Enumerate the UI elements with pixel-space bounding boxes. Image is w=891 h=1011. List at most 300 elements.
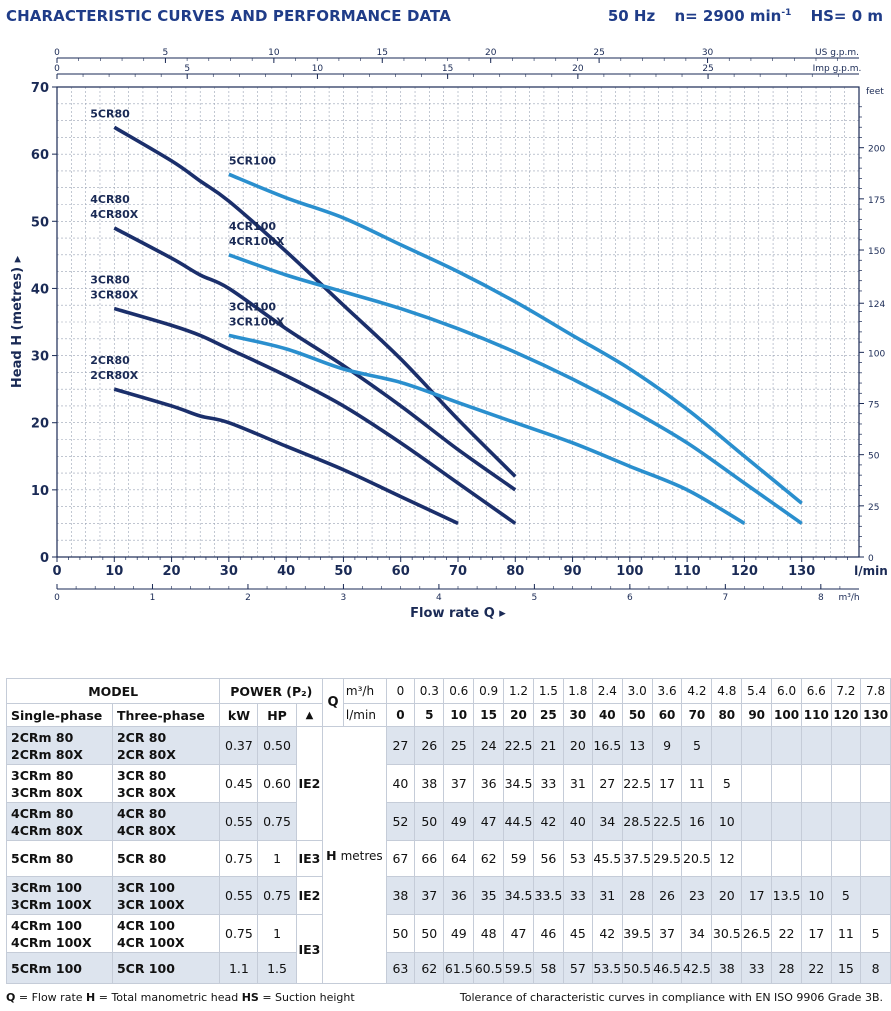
us-gpm-unit: US g.p.m. <box>815 48 859 58</box>
x-tick-label: 70 <box>448 564 468 579</box>
head-value: 23 <box>682 877 712 915</box>
q-lmin-value: 30 <box>563 704 592 727</box>
head-value: 53 <box>563 841 592 877</box>
head-value: 50 <box>415 803 444 841</box>
head-value: 22 <box>801 953 831 984</box>
q-m3h-value: 6.6 <box>801 679 831 704</box>
head-value <box>831 765 861 803</box>
q-m3h-value: 0.3 <box>415 679 444 704</box>
h-label: H <box>326 847 337 863</box>
model-name: 3CR 100 <box>116 879 175 895</box>
head-value: 26 <box>652 877 682 915</box>
footer-hs-desc: = Suction height <box>258 991 355 1004</box>
m3h-tick-label: 0 <box>54 593 60 603</box>
q-m3h-value: 6.0 <box>772 679 802 704</box>
power-hp: 0.50 <box>258 727 296 765</box>
head-value: 40 <box>563 803 592 841</box>
head-value: 5 <box>682 727 712 765</box>
y-tick-label: 0 <box>39 551 49 566</box>
power-hp: 1 <box>258 841 296 877</box>
head-value: 49 <box>444 915 474 953</box>
head-value: 17 <box>652 765 682 803</box>
m3h-tick-label: 5 <box>531 593 538 603</box>
table-header-row <box>7 679 891 704</box>
head-value: 62 <box>474 841 504 877</box>
head-value: 25 <box>444 727 474 765</box>
head-value: 34 <box>682 915 712 953</box>
efficiency-class: IE2 <box>296 727 323 841</box>
head-value <box>742 727 772 765</box>
us-gpm-tick-label: 25 <box>593 48 605 58</box>
footer-q-desc: = Flow rate <box>15 991 87 1004</box>
head-value: 59 <box>504 841 534 877</box>
head-value <box>801 841 831 877</box>
head-value: 22.5 <box>622 765 652 803</box>
head-value <box>801 803 831 841</box>
efficiency-class: IE3 <box>296 841 323 877</box>
head-value: 34 <box>592 803 622 841</box>
head-value: 47 <box>504 915 534 953</box>
m3h-unit-header: m³/h <box>343 679 386 704</box>
curve-label: 5CR100 <box>228 154 277 168</box>
head-value: 11 <box>831 915 861 953</box>
feet-tick-label: 124 <box>868 300 886 311</box>
curve-label: 3CR80 <box>90 273 130 287</box>
y-tick-label: 50 <box>30 215 49 231</box>
head-value: 22.5 <box>652 803 682 841</box>
head-value: 56 <box>533 841 563 877</box>
single-phase-model <box>7 915 113 953</box>
head-value: 38 <box>712 953 742 984</box>
power-hp: 0.75 <box>258 803 296 841</box>
single-phase-model <box>7 765 113 803</box>
h-unit: metres <box>340 848 383 863</box>
head-value: 26 <box>415 727 444 765</box>
q-lmin-value: 110 <box>801 704 831 727</box>
single-phase-model <box>7 841 113 877</box>
single-phase-header: Single-phase <box>7 704 113 727</box>
model-name: 4CR 80X <box>116 822 176 838</box>
footer-tolerance-note: Tolerance of characteristic curves in compliance with EN ISO 9906 Grade 3B. <box>459 991 883 1004</box>
head-value <box>772 765 802 803</box>
power-hp: 1.5 <box>258 953 296 984</box>
model-name: 2CR 80 <box>116 729 167 745</box>
curve-label: 4CR100X <box>228 234 285 248</box>
page-header <box>0 0 891 34</box>
head-value: 33 <box>533 765 563 803</box>
model-name: 4CRm 80 <box>11 805 74 821</box>
q-m3h-value: 3.6 <box>652 679 682 704</box>
model-name: 3CR 80 <box>116 767 167 783</box>
efficiency-class: IE2 <box>296 877 323 915</box>
q-header <box>323 679 344 727</box>
imp-gpm-tick-label: 15 <box>441 64 454 74</box>
curve-label: 3CR100 <box>228 300 277 314</box>
us-gpm-tick-label: 10 <box>268 48 280 58</box>
curve-label: 4CR100 <box>228 219 277 233</box>
head-value: 10 <box>712 803 742 841</box>
power-header: POWER (P₂) <box>220 679 323 704</box>
model-name: 5CRm 100 <box>11 960 82 976</box>
curve-label: 4CR80 <box>90 193 130 206</box>
head-value: 38 <box>386 877 415 915</box>
head-value <box>742 803 772 841</box>
q-lmin-value: 60 <box>652 704 682 727</box>
footer-q-key: Q <box>6 991 16 1004</box>
head-value <box>801 727 831 765</box>
model-name: 4CRm 80X <box>11 822 83 838</box>
head-value: 66 <box>415 841 444 877</box>
head-value: 62 <box>415 953 444 984</box>
head-value: 10 <box>801 877 831 915</box>
head-value: 33 <box>742 953 772 984</box>
three-phase-header: Three-phase <box>112 704 219 727</box>
footer-h-key: H <box>86 991 96 1004</box>
three-phase-model <box>112 915 219 953</box>
head-value: 17 <box>742 877 772 915</box>
x-tick-label: 120 <box>730 564 758 579</box>
model-name: 5CR 80 <box>116 851 167 866</box>
model-name: 5CR 100 <box>116 960 175 976</box>
feet-tick-label: 100 <box>868 349 886 360</box>
head-value: 47 <box>474 803 504 841</box>
q-lmin-value: 15 <box>474 704 504 727</box>
head-value <box>831 727 861 765</box>
q-lmin-value: 130 <box>861 704 891 727</box>
m3h-tick-label: 7 <box>722 593 729 603</box>
head-value <box>861 877 891 915</box>
imp-gpm-tick-label: 20 <box>572 64 584 74</box>
x-tick-label: 110 <box>673 564 701 579</box>
q-lmin-value: 40 <box>592 704 622 727</box>
q-m3h-value: 5.4 <box>742 679 772 704</box>
head-value: 67 <box>386 841 415 877</box>
speed-value: n= 2900 min <box>674 7 782 25</box>
head-value <box>861 803 891 841</box>
head-value: 20.5 <box>682 841 712 877</box>
model-name: 5CRm 80 <box>11 851 74 866</box>
head-value: 38 <box>415 765 444 803</box>
curve-label: 5CR80 <box>90 107 130 121</box>
head-value: 50 <box>415 915 444 953</box>
head-value: 37 <box>652 915 682 953</box>
x-tick-label: 50 <box>334 564 353 579</box>
head-value: 42 <box>533 803 563 841</box>
three-phase-model <box>112 841 219 877</box>
head-value <box>772 841 802 877</box>
head-value: 13.5 <box>772 877 802 915</box>
head-value: 39.5 <box>622 915 652 953</box>
x-tick-label: 130 <box>788 564 816 579</box>
model-name: 4CRm 100X <box>11 934 92 950</box>
footer-legend <box>6 991 355 1004</box>
imp-gpm-unit: Imp g.p.m. <box>812 64 862 74</box>
q-label: Q <box>327 695 339 710</box>
head-value: 61.5 <box>444 953 474 984</box>
q-m3h-value: 0.6 <box>444 679 474 704</box>
q-lmin-value: 120 <box>831 704 861 727</box>
y-tick-label: 60 <box>30 148 49 164</box>
head-value: 37 <box>415 877 444 915</box>
model-name: 4CR 100 <box>116 917 175 933</box>
model-name: 3CR 100X <box>116 896 185 912</box>
lmin-unit-header: l/min <box>343 704 386 727</box>
q-m3h-value: 4.8 <box>712 679 742 704</box>
m3h-tick-label: 6 <box>626 593 633 603</box>
m3h-tick-label: 8 <box>817 593 824 603</box>
head-value: 31 <box>592 877 622 915</box>
head-value: 34.5 <box>504 765 534 803</box>
curve-label: 4CR80X <box>90 208 139 221</box>
power-kw: 0.75 <box>220 915 258 953</box>
head-value: 63 <box>386 953 415 984</box>
hp-header: HP <box>258 704 296 727</box>
feet-axis-title: feet <box>866 87 884 97</box>
q-m3h-value: 4.2 <box>682 679 712 704</box>
x-tick-label: 60 <box>391 564 410 579</box>
table-row <box>7 803 891 841</box>
head-value <box>712 727 742 765</box>
page-title: CHARACTERISTIC CURVES AND PERFORMANCE DATA <box>6 7 451 25</box>
head-value: 48 <box>474 915 504 953</box>
head-value: 49 <box>444 803 474 841</box>
head-value: 35 <box>474 877 504 915</box>
imp-gpm-tick-label: 5 <box>184 64 191 74</box>
imp-gpm-tick-label: 25 <box>702 64 714 74</box>
power-hp: 1 <box>258 915 296 953</box>
power-kw: 0.55 <box>220 877 258 915</box>
x-tick-label: 30 <box>219 564 238 579</box>
head-value: 37.5 <box>622 841 652 877</box>
head-value: 46.5 <box>652 953 682 984</box>
m3h-tick-label: 3 <box>340 593 347 603</box>
head-value: 34.5 <box>504 877 534 915</box>
head-value: 60.5 <box>474 953 504 984</box>
y-tick-label: 40 <box>30 282 49 298</box>
head-value: 42 <box>592 915 622 953</box>
us-gpm-tick-label: 30 <box>701 48 714 58</box>
head-label-cell <box>323 727 386 984</box>
m3h-tick-label: 4 <box>436 593 442 603</box>
table-row <box>7 915 891 953</box>
head-value <box>772 727 802 765</box>
head-value: 59.5 <box>504 953 534 984</box>
m3h-tick-label: 1 <box>149 593 156 603</box>
head-value: 46 <box>533 915 563 953</box>
x-tick-label: 20 <box>162 564 181 579</box>
table-row <box>7 877 891 915</box>
head-value: 16 <box>682 803 712 841</box>
us-gpm-tick-label: 20 <box>484 48 497 58</box>
m3h-axis-unit: m³/h <box>838 593 860 603</box>
model-name: 4CR 80 <box>116 805 167 821</box>
imp-gpm-tick-label: 10 <box>311 64 324 74</box>
efficiency-class: IE3 <box>296 915 323 984</box>
three-phase-model <box>112 953 219 984</box>
q-lmin-value: 90 <box>742 704 772 727</box>
q-m3h-value: 0 <box>386 679 415 704</box>
head-value: 45.5 <box>592 841 622 877</box>
three-phase-model <box>112 727 219 765</box>
q-m3h-value: 7.2 <box>831 679 861 704</box>
x-axis-unit: l/min <box>854 564 888 578</box>
model-name: 4CR 100X <box>116 934 185 950</box>
head-value: 5 <box>712 765 742 803</box>
head-value: 11 <box>682 765 712 803</box>
head-value: 30.5 <box>712 915 742 953</box>
head-value: 28.5 <box>622 803 652 841</box>
head-value: 28 <box>772 953 802 984</box>
speed-label <box>674 7 791 25</box>
head-value: 5 <box>861 915 891 953</box>
power-kw: 0.45 <box>220 765 258 803</box>
head-value: 53.5 <box>592 953 622 984</box>
head-value: 28 <box>622 877 652 915</box>
q-lmin-value: 10 <box>444 704 474 727</box>
y-tick-label: 70 <box>30 81 49 96</box>
q-lmin-value: 70 <box>682 704 712 727</box>
table-row <box>7 765 891 803</box>
model-name: 3CRm 80 <box>11 767 74 783</box>
q-m3h-value: 3.0 <box>622 679 652 704</box>
head-value: 26.5 <box>742 915 772 953</box>
curve-label: 3CR80X <box>90 288 139 302</box>
head-value: 12 <box>712 841 742 877</box>
us-gpm-tick-label: 15 <box>376 48 389 58</box>
q-m3h-value: 1.2 <box>504 679 534 704</box>
footer-h-desc: = Total manometric head <box>95 991 242 1004</box>
head-value: 42.5 <box>682 953 712 984</box>
head-value: 36 <box>474 765 504 803</box>
head-value <box>742 841 772 877</box>
power-kw: 0.75 <box>220 841 258 877</box>
feet-tick-label: 75 <box>868 400 880 411</box>
curve-label: 2CR80X <box>90 369 139 383</box>
x-tick-label: 0 <box>52 564 62 579</box>
us-gpm-tick-label: 5 <box>162 48 169 58</box>
head-value <box>742 765 772 803</box>
efficiency-arrow-header: ▲ <box>296 704 323 727</box>
head-value: 31 <box>563 765 592 803</box>
frequency-label: 50 Hz <box>607 7 656 25</box>
table-row <box>7 841 891 877</box>
model-name: 3CRm 100X <box>11 896 92 912</box>
head-value: 16.5 <box>592 727 622 765</box>
head-value: 57 <box>563 953 592 984</box>
head-value: 33.5 <box>533 877 563 915</box>
head-value: 50 <box>386 915 415 953</box>
head-value: 20 <box>712 877 742 915</box>
y-tick-label: 10 <box>30 483 49 499</box>
head-value: 37 <box>444 765 474 803</box>
head-value: 40 <box>386 765 415 803</box>
head-value: 29.5 <box>652 841 682 877</box>
power-hp: 0.75 <box>258 877 296 915</box>
head-value <box>861 765 891 803</box>
feet-tick-label: 0 <box>868 554 874 564</box>
model-name: 2CR 80X <box>116 746 176 762</box>
single-phase-model <box>7 803 113 841</box>
curve-label: 2CR80 <box>90 354 130 368</box>
x-tick-label: 90 <box>563 564 582 579</box>
q-m3h-value: 1.8 <box>563 679 592 704</box>
q-lmin-value: 25 <box>533 704 563 727</box>
model-name: 3CRm 100 <box>11 879 82 895</box>
curve-label: 3CR100X <box>228 315 285 329</box>
q-lmin-value: 5 <box>415 704 444 727</box>
q-m3h-value: 1.5 <box>533 679 563 704</box>
y-tick-label: 30 <box>30 349 49 365</box>
table-header-row <box>7 704 891 727</box>
speed-exponent: -1 <box>781 8 792 18</box>
model-name: 3CR 80X <box>116 784 176 800</box>
q-lmin-value: 20 <box>504 704 534 727</box>
table-row <box>7 953 891 984</box>
feet-tick-label: 25 <box>868 502 880 513</box>
feet-tick-label: 50 <box>868 451 880 462</box>
single-phase-model <box>7 953 113 984</box>
table-row <box>7 727 891 765</box>
feet-tick-label: 150 <box>868 247 886 258</box>
head-value: 44.5 <box>504 803 534 841</box>
head-value <box>801 765 831 803</box>
head-value: 24 <box>474 727 504 765</box>
head-value: 9 <box>652 727 682 765</box>
power-hp: 0.60 <box>258 765 296 803</box>
head-value: 36 <box>444 877 474 915</box>
three-phase-model <box>112 803 219 841</box>
head-value: 20 <box>563 727 592 765</box>
head-value: 17 <box>801 915 831 953</box>
power-kw: 0.37 <box>220 727 258 765</box>
model-header: MODEL <box>7 679 220 704</box>
head-value: 21 <box>533 727 563 765</box>
head-value: 13 <box>622 727 652 765</box>
performance-chart <box>0 36 891 626</box>
footer-hs-key: HS <box>241 991 259 1004</box>
single-phase-model <box>7 727 113 765</box>
y-axis-title: Head H (metres) ▸ <box>10 255 25 389</box>
x-tick-label: 80 <box>506 564 525 579</box>
head-value <box>831 841 861 877</box>
head-value: 22 <box>772 915 802 953</box>
x-tick-label: 10 <box>105 564 124 579</box>
x-axis-title: Flow rate Q ▸ <box>410 606 506 621</box>
q-lmin-value: 50 <box>622 704 652 727</box>
y-tick-label: 20 <box>30 416 49 432</box>
head-value: 33 <box>563 877 592 915</box>
head-value: 45 <box>563 915 592 953</box>
head-value: 52 <box>386 803 415 841</box>
model-name: 2CRm 80 <box>11 729 74 745</box>
head-value: 58 <box>533 953 563 984</box>
model-name: 2CRm 80X <box>11 746 83 762</box>
head-value: 64 <box>444 841 474 877</box>
head-value <box>772 803 802 841</box>
model-name: 3CRm 80X <box>11 784 83 800</box>
us-gpm-tick-label: 0 <box>54 48 60 58</box>
head-value: 5 <box>831 877 861 915</box>
head-value <box>861 727 891 765</box>
power-kw: 1.1 <box>220 953 258 984</box>
suction-height-label: HS= 0 m <box>810 7 883 25</box>
feet-tick-label: 200 <box>868 144 886 155</box>
head-value: 8 <box>861 953 891 984</box>
operating-conditions <box>594 7 883 25</box>
head-value <box>831 803 861 841</box>
head-value <box>861 841 891 877</box>
kw-header: kW <box>220 704 258 727</box>
